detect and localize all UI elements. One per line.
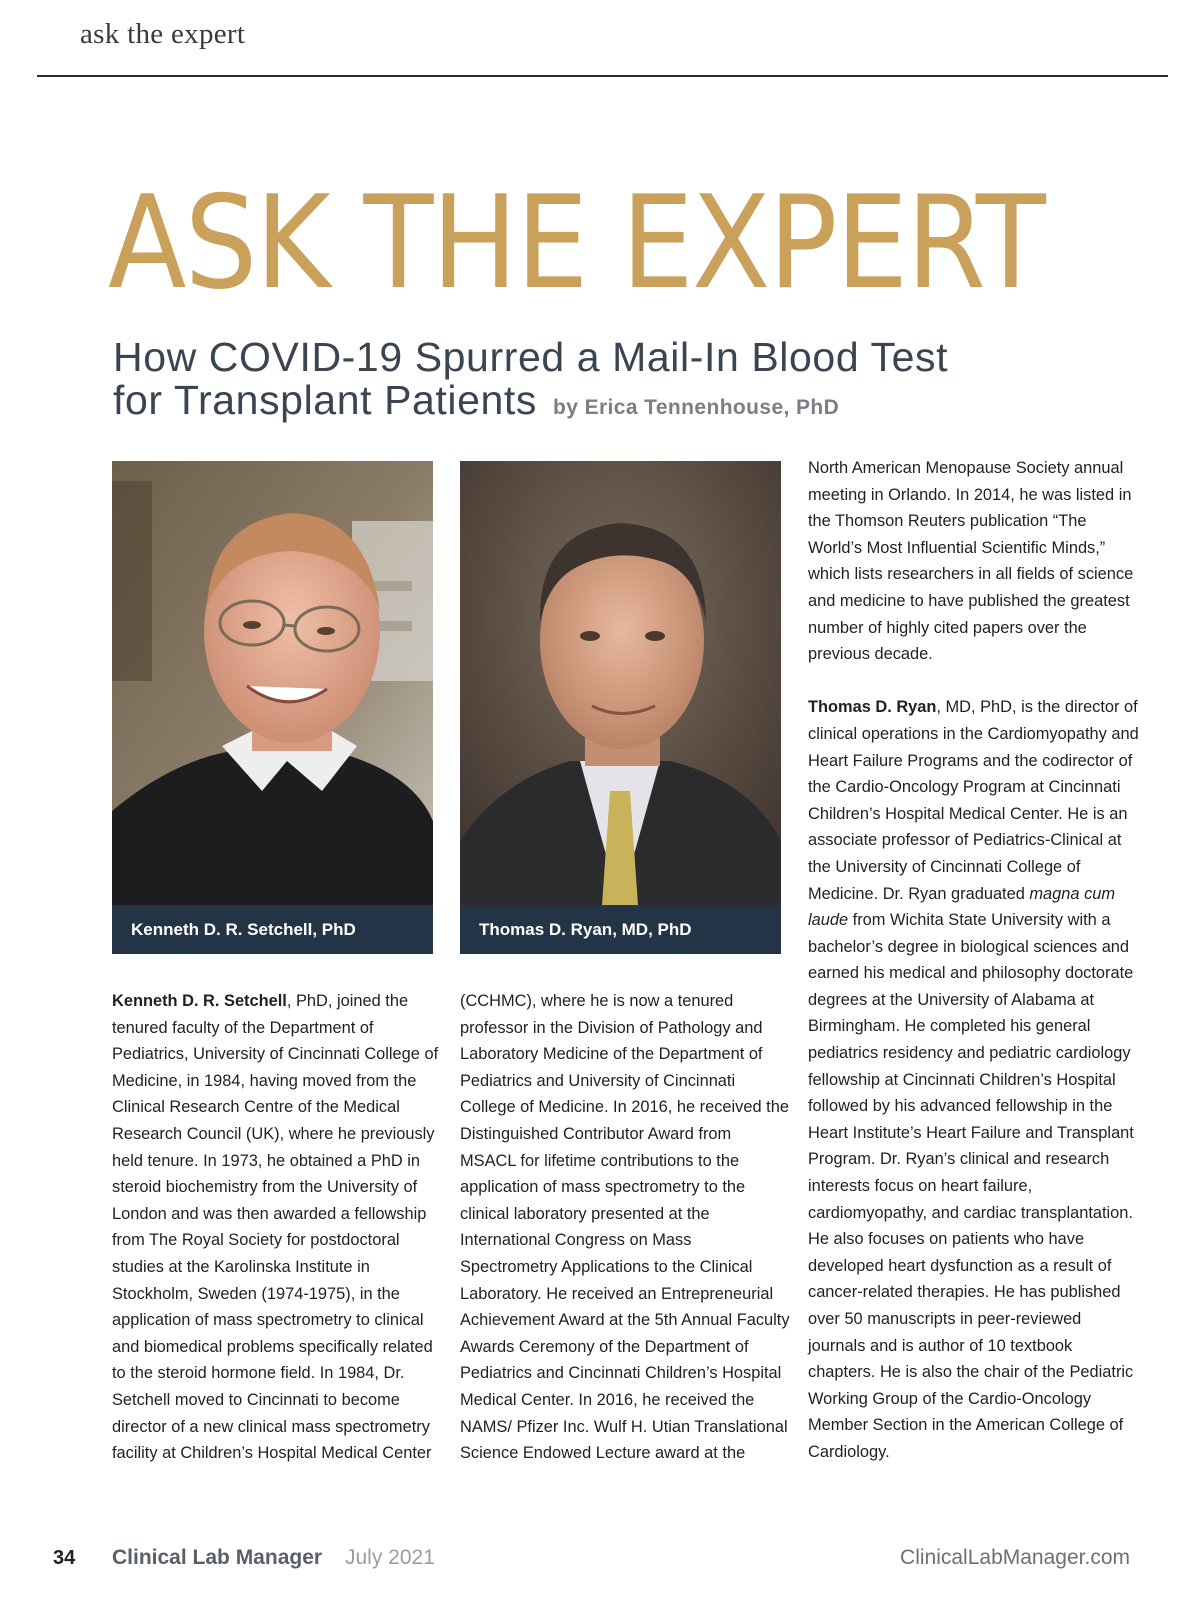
magazine-name: Clinical Lab Manager <box>112 1546 323 1569</box>
photo-caption: Kenneth D. R. Setchell, PhD <box>112 905 433 954</box>
ryan-name: Thomas D. Ryan <box>808 698 937 717</box>
body-column-2 <box>460 988 790 1467</box>
setchell-bio-end: North American Menopause Society annual meeting in Orlando. In 2014, he was listed in the Thomson Reuters publication “The World’s Most Influential Scientific Minds,” which lists researchers in all fields of science and medicine to have published the greatest number of highly cited papers over the previous decade. <box>808 459 1134 664</box>
setchell-name: Kenneth D. R. Setchell <box>112 992 287 1010</box>
article-title-line1: How COVID-19 Spurred a Mail-In Blood Test <box>113 334 949 380</box>
section-label: ask the expert <box>80 18 246 50</box>
body-column-3 <box>808 455 1143 1466</box>
setchell-bio-text: , PhD, joined the tenured faculty of the Department of Pediatrics, University of Cincinnati College of Medicine, in 1984, having moved from the Clinical Research Centre of the Medical Research Council (UK), where he previously held tenure. In 1973, he obtained a PhD in steroid biochemistry from the University of London and was then awarded a fellowship from The Royal Society for postdoctoral studies at the Karolinska Institute in Stockholm, Sweden (1974-1975), in the application of mass spectrometry to clinical and biomedical problems specifically related to the steroid hormone field. In 1984, Dr. Setchell moved to Cincinnati to become director of a new clinical mass spectrometry facility at Children’s Hospital Medical Center <box>112 992 439 1463</box>
article-kicker: ASK THE EXPERT <box>108 169 1045 318</box>
paragraph-gap <box>808 668 1143 695</box>
page-number: 34 <box>53 1547 76 1569</box>
article-title <box>113 336 948 429</box>
photo-caption: Thomas D. Ryan, MD, PhD <box>460 905 781 954</box>
body-column-1 <box>112 988 442 1467</box>
article-title-line2: for Transplant Patients <box>113 377 538 423</box>
ryan-bio-text-2: from Wichita State University with a bachelor’s degree in biological sciences and earned his medical and philosophy doctorate degrees at the University of Alabama at Birmingham. He completed his general pediatrics residency and pediatric cardiology fellowship at Cincinnati Children’s Hospital followed by his advanced fellowship in the Heart Institute’s Heart Failure and Transplant Program. Dr. Ryan’s clinical and research interests focus on heart failure, cardiomyopathy, and cardiac transplantation. He also focuses on patients who have developed heart dysfunction as a result of cancer-related therapies. He has published over 50 manuscripts in peer-reviewed journals and is author of 10 textbook chapters. He is also the chair of the Pediatric Working Group of the Cardio-Oncology Member Section in the American College of Cardiology. <box>808 911 1134 1461</box>
setchell-bio-continued: (CCHMC), where he is now a tenured professor in the Division of Pathology and Laboratory Medicine of the Department of Pediatrics and University of Cincinnati College of Medicine. In 2016, he received the Distinguished Contributor Award from MSACL for lifetime contributions to the application of mass spectrometry to the clinical laboratory presented at the International Congress on Mass Spectrometry Applications to the Clinical Laboratory. He received an Entrepreneurial Achievement Award at the 5th Annual Faculty Awards Ceremony of the Department of Pediatrics and Cincinnati Children’s Hospital Medical Center. In 2016, he received the NAMS/ Pfizer Inc. Wulf H. Utian Translational Science Endowed Lecture award at the <box>460 992 790 1463</box>
website-url[interactable]: ClinicalLabManager.com <box>900 1546 1130 1569</box>
header-rule <box>37 75 1168 77</box>
setchell-bio-start <box>112 988 442 1467</box>
photo-setchell <box>112 461 433 954</box>
ryan-bio-italic: magna cum laude <box>808 884 1116 930</box>
ryan-bio-text-1: , MD, PhD, is the director of clinical operations in the Cardiomyopathy and Heart Failure Programs and the codirector of the Cardio-Oncology Program at Cincinnati Children’s Hospital Medical Center. He is an associate professor of Pediatrics-Clinical at the University of Cincinnati College of Medicine. Dr. Ryan graduated <box>808 698 1139 903</box>
issue-date: July 2021 <box>345 1546 435 1569</box>
article-byline: by Erica Tennenhouse, PhD <box>553 396 840 419</box>
portrait-setchell-image <box>112 461 433 905</box>
ryan-bio <box>808 694 1143 1465</box>
photo-ryan <box>460 461 781 954</box>
portrait-ryan-image <box>460 461 781 905</box>
